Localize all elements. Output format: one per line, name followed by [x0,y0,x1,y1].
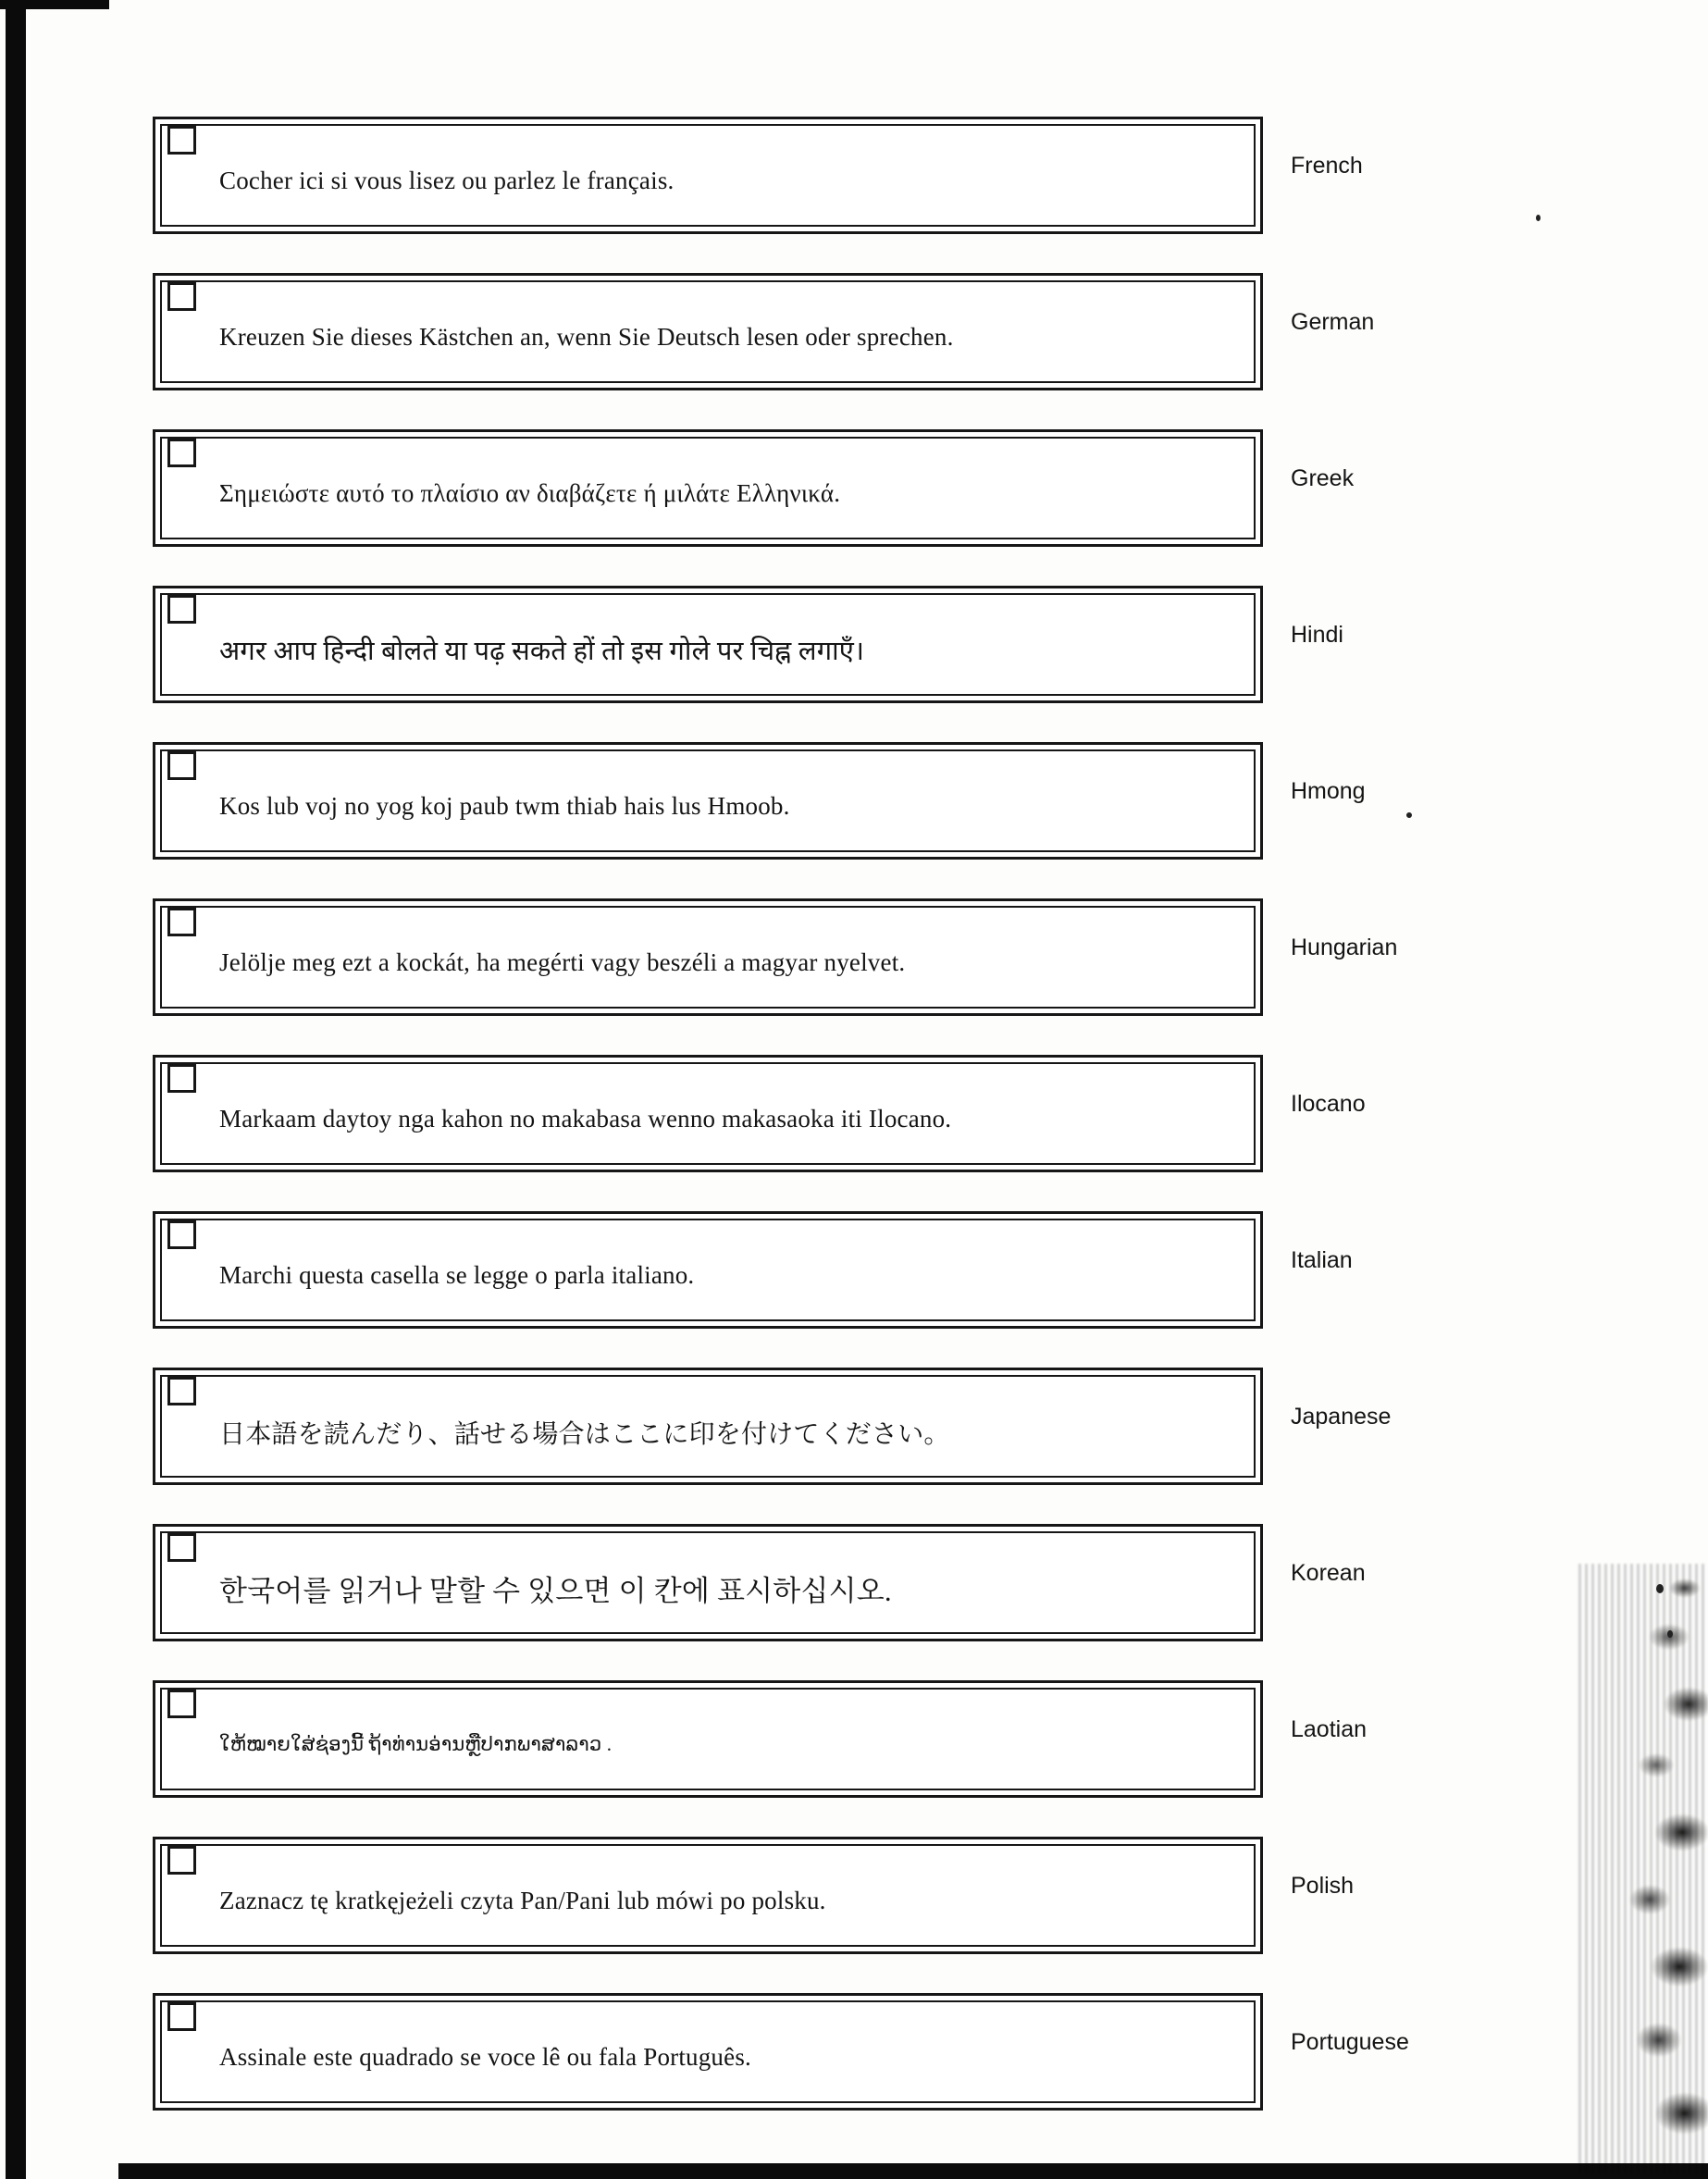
language-box [153,1211,1263,1329]
checkbox-french[interactable] [167,126,196,155]
language-row-hungarian [153,898,1494,1016]
scan-speck [1656,1584,1664,1593]
scan-top-edge-mark [0,0,109,9]
language-label: Korean [1291,1560,1366,1586]
language-box-inner [160,906,1256,1009]
language-box-inner [160,1531,1256,1634]
scan-speck [1667,1630,1673,1638]
language-label: German [1291,309,1375,335]
language-row-greek [153,429,1494,547]
language-phrase: Assinale este quadrado se voce lê ou fala Português. [219,2043,751,2071]
language-box-inner [160,124,1256,227]
language-box [153,429,1263,547]
language-box-inner [160,1844,1256,1947]
language-label: Hindi [1291,622,1343,648]
language-label: Ilocano [1291,1091,1366,1117]
checkbox-laotian[interactable] [167,1690,196,1718]
language-label: Hungarian [1291,935,1398,960]
language-phrase: 한국어를 읽거나 말할 수 있으면 이 칸에 표시하십시오. [219,1575,892,1607]
checkbox-italian[interactable] [167,1220,196,1249]
language-row-german [153,273,1494,390]
language-box [153,1368,1263,1485]
scan-speck [1536,215,1541,221]
language-box [153,1680,1263,1798]
language-box-inner [160,1375,1256,1478]
language-box [153,117,1263,234]
language-label: Japanese [1291,1404,1392,1430]
language-row-hmong [153,742,1494,860]
checkbox-hungarian[interactable] [167,908,196,936]
language-label: Hmong [1291,778,1366,804]
checkbox-korean[interactable] [167,1533,196,1562]
language-phrase: Kreuzen Sie dieses Kästchen an, wenn Sie Deutsch lesen oder sprechen. [219,323,954,351]
checkbox-hmong[interactable] [167,751,196,780]
language-row-ilocano [153,1055,1494,1172]
language-box-inner [160,2000,1256,2103]
language-label: Laotian [1291,1716,1368,1742]
language-label: Italian [1291,1247,1353,1273]
language-box [153,1055,1263,1172]
checkbox-japanese[interactable] [167,1377,196,1405]
language-label: Polish [1291,1873,1355,1899]
checkbox-ilocano[interactable] [167,1064,196,1093]
language-row-japanese [153,1368,1494,1485]
language-box [153,1837,1263,1954]
language-phrase: Markaam daytoy nga kahon no makabasa wenno makasaoka iti Ilocano. [219,1105,952,1133]
language-phrase: Cocher ici si vous lisez ou parlez le français. [219,167,675,194]
language-label: Portuguese [1291,2029,1409,2055]
checkbox-hindi[interactable] [167,595,196,624]
language-rows [153,117,1494,2111]
language-phrase: Kos lub voj no yog koj paub twm thiab hais lus Hmoob. [219,792,790,820]
language-phrase: Zaznacz tę kratkęjeżeli czyta Pan/Pani lub mówi po polsku. [219,1887,826,1914]
language-box [153,898,1263,1016]
language-row-portuguese [153,1993,1494,2111]
language-label: French [1291,153,1363,179]
language-row-french [153,117,1494,234]
scan-noise-smudge [1578,1564,1708,2174]
language-box-inner [160,437,1256,539]
language-box [153,742,1263,860]
language-box [153,1524,1263,1641]
language-box-inner [160,749,1256,852]
language-phrase: Marchi questa casella se legge o parla italiano. [219,1261,695,1289]
language-box-inner [160,1219,1256,1321]
language-row-polish [153,1837,1494,1954]
language-phrase: Σημειώστε αυτό το πλαίσιο αν διαβάζετε ή μιλάτε Ελληνικά. [219,479,841,507]
language-row-hindi [153,586,1494,703]
language-box-inner [160,1688,1256,1790]
scan-left-edge-bar [6,7,26,2179]
language-phrase: 日本語を読んだり、話せる場合はここに印を付けてください。 [219,1418,950,1449]
language-row-laotian [153,1680,1494,1798]
language-phrase: अगर आप हिन्दी बोलते या पढ़ सकते हों तो इस गोले पर चिह्न लगाएँ। [219,637,865,666]
checkbox-german[interactable] [167,282,196,311]
checkbox-polish[interactable] [167,1846,196,1875]
scan-bottom-edge-bar [118,2163,1708,2179]
language-box-inner [160,593,1256,696]
checkbox-greek[interactable] [167,439,196,467]
language-box [153,273,1263,390]
language-phrase: Jelölje meg ezt a kockát, ha megérti vagy beszéli a magyar nyelvet. [219,948,906,976]
language-phrase: ໃຫ້ໝາຍໃສ່ຊ່ອງນີ້ ຖ້າທ່ານອ່ານຫຼືປາກພາສາລາວ . [219,1733,613,1755]
checkbox-portuguese[interactable] [167,2002,196,2031]
language-box-inner [160,1062,1256,1165]
language-box [153,1993,1263,2111]
language-row-italian [153,1211,1494,1329]
language-box-inner [160,280,1256,383]
language-label: Greek [1291,465,1355,491]
language-row-korean [153,1524,1494,1641]
language-box [153,586,1263,703]
